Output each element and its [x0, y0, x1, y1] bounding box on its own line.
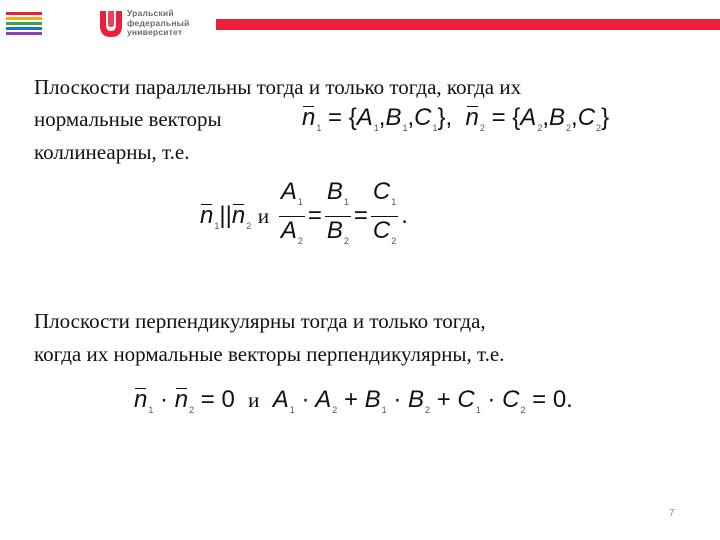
paragraph1-line3: коллинеарны, т.е.	[34, 140, 190, 164]
sub-n1: 1	[316, 123, 322, 133]
sub-A2: 2	[332, 405, 338, 415]
paragraph1-line2: нормальные векторы	[34, 107, 222, 131]
coef-B2: B	[408, 386, 425, 413]
parallel-sign: ||	[219, 201, 232, 229]
university-name-line3: университет	[127, 27, 183, 37]
header	[0, 0, 720, 48]
university-logo-icon	[98, 9, 124, 39]
coef-A1: A	[356, 104, 373, 131]
comma: ,	[378, 104, 386, 131]
sub-n1: 1	[214, 220, 220, 231]
coef-C2: C	[502, 386, 520, 413]
sub-B1: 1	[402, 123, 408, 133]
coef-C2: C	[577, 104, 596, 131]
sub-A1: 1	[373, 123, 379, 133]
perpendicularity-formula	[134, 386, 573, 415]
brace-open: {	[348, 104, 357, 131]
equals-sign: =	[200, 386, 215, 413]
page-number: 7	[669, 508, 675, 519]
coef-A2: A	[520, 104, 537, 131]
equals-sign: =	[307, 201, 322, 229]
sub-B2: 2	[425, 405, 431, 415]
university-name-line1: Уральский	[127, 8, 174, 18]
collinearity-formula	[200, 178, 408, 255]
university-name-line2: федеральный	[127, 17, 190, 28]
normal-vectors-formula	[302, 104, 609, 133]
stripe-purple	[6, 32, 42, 35]
sub-B1: 1	[381, 405, 387, 415]
vector-n1: n	[200, 201, 214, 229]
zero: 0	[221, 386, 235, 413]
vector-n1: n	[134, 386, 148, 413]
equals-sign: =	[532, 386, 547, 413]
stripe-red	[6, 12, 42, 15]
sub-B2: 2	[566, 123, 572, 133]
sub-n2: 2	[479, 123, 485, 133]
stripe-orange	[6, 17, 42, 20]
fraction-A: $\frac{A_1}{A_2}$	[280, 178, 303, 246]
comma: ,	[571, 104, 578, 131]
and-word: и	[248, 388, 260, 412]
sub-C2: 2	[596, 123, 602, 133]
vector-n2: n	[465, 104, 479, 131]
coef-A2: A	[315, 386, 332, 413]
logo-stripes	[6, 12, 42, 37]
brace-close: }	[437, 104, 446, 131]
comma: ,	[407, 104, 415, 131]
period: .	[401, 201, 408, 229]
plus-sign: +	[436, 386, 451, 413]
sub-C1: 1	[432, 123, 438, 133]
dot-sign: ·	[160, 386, 169, 413]
dot-sign: ·	[301, 386, 310, 413]
vector-n1: n	[302, 104, 316, 131]
brace-open: {	[512, 104, 521, 131]
dot-sign: ·	[487, 386, 496, 413]
equals-sign: =	[353, 201, 368, 229]
coef-C1: C	[414, 104, 432, 131]
sub-n2: 2	[189, 405, 195, 415]
comma: ,	[542, 104, 549, 131]
stripe-green	[6, 22, 42, 25]
paragraph2-line1: Плоскости перпендикулярны тогда и только тогда,	[34, 309, 486, 333]
paragraph2-line2: когда их нормальные векторы перпендикулярны, т.е.	[34, 342, 505, 366]
vector-n2: n	[231, 201, 246, 229]
fraction-B: $\frac{B_1}{B_2}$	[326, 178, 349, 246]
equals-sign: =	[491, 104, 506, 131]
comma: ,	[445, 104, 453, 131]
coef-C1: C	[457, 386, 475, 413]
coef-A1: A	[272, 386, 289, 413]
and-word: и	[257, 203, 270, 228]
fraction-C: $\frac{C_1}{C_2}$	[372, 178, 397, 246]
vector-n2: n	[174, 386, 189, 413]
coef-B1: B	[385, 104, 402, 131]
coef-B2: B	[549, 104, 566, 131]
sub-n2: 2	[246, 220, 252, 231]
stripe-blue	[6, 27, 42, 30]
plus-sign: +	[343, 386, 358, 413]
coef-B1: B	[364, 386, 381, 413]
sub-n1: 1	[148, 405, 154, 415]
equals-sign: =	[328, 104, 343, 131]
sub-A2: 2	[537, 123, 543, 133]
zero-period: 0.	[552, 386, 573, 413]
sub-C1: 1	[475, 405, 481, 415]
paragraph1-line1: Плоскости параллельны тогда и только тогда, когда их	[34, 75, 522, 99]
sub-C2: 2	[520, 405, 526, 415]
header-accent-bar	[216, 19, 720, 30]
dot-sign: ·	[393, 386, 402, 413]
sub-A1: 1	[289, 405, 295, 415]
university-name	[127, 9, 190, 38]
brace-close: }	[601, 104, 610, 131]
